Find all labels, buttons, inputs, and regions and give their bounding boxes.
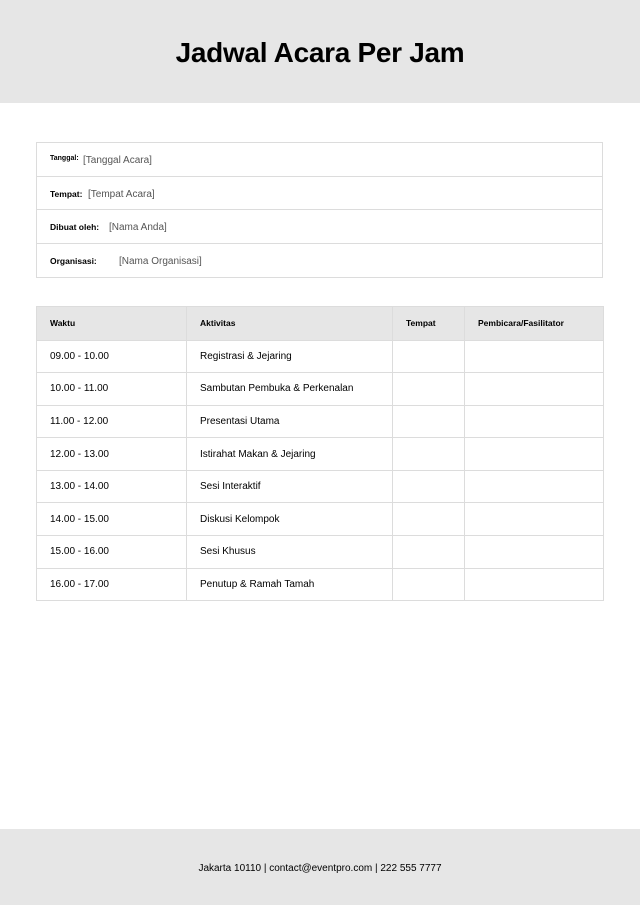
cell-speaker[interactable] [465,405,604,438]
column-header-place: Tempat [393,307,465,341]
cell-speaker[interactable] [465,503,604,536]
info-label-date: Tanggal: [50,155,79,162]
info-row-venue [37,177,602,211]
table-row [37,373,604,406]
info-row-author [37,210,602,244]
event-info-box [36,142,603,278]
cell-place[interactable] [393,438,465,471]
info-value-venue[interactable]: [Tempat Acara] [88,188,155,200]
info-value-date[interactable]: [Tanggal Acara] [83,155,152,166]
cell-place[interactable] [393,373,465,406]
cell-time: 16.00 - 17.00 [37,568,187,601]
cell-activity: Presentasi Utama [187,405,393,438]
cell-time: 14.00 - 15.00 [37,503,187,536]
cell-speaker[interactable] [465,438,604,471]
cell-place[interactable] [393,536,465,569]
column-header-speaker: Pembicara/Fasilitator [465,307,604,341]
table-row [37,340,604,373]
page-header [0,0,640,103]
cell-time: 12.00 - 13.00 [37,438,187,471]
cell-place[interactable] [393,340,465,373]
table-row [37,568,604,601]
table-row [37,470,604,503]
info-row-date [37,143,602,177]
info-label-author: Dibuat oleh: [50,222,100,232]
column-header-activity: Aktivitas [187,307,393,341]
cell-speaker[interactable] [465,568,604,601]
cell-activity: Sesi Interaktif [187,470,393,503]
cell-speaker[interactable] [465,340,604,373]
footer-contact-text: Jakarta 10110 | contact@eventpro.com | 222 555 7777 [198,862,442,874]
cell-speaker[interactable] [465,536,604,569]
cell-speaker[interactable] [465,373,604,406]
table-row [37,405,604,438]
cell-time: 15.00 - 16.00 [37,536,187,569]
info-value-organization[interactable]: [Nama Organisasi] [119,255,202,267]
info-label-organization: Organisasi: [50,255,97,266]
cell-activity: Sesi Khusus [187,536,393,569]
cell-place[interactable] [393,470,465,503]
cell-place[interactable] [393,568,465,601]
cell-activity: Diskusi Kelompok [187,503,393,536]
column-header-time: Waktu [37,307,187,341]
page-title: Jadwal Acara Per Jam [175,36,465,68]
cell-activity: Registrasi & Jejaring [187,340,393,373]
cell-speaker[interactable] [465,470,604,503]
table-row [37,438,604,471]
cell-time: 09.00 - 10.00 [37,340,187,373]
cell-place[interactable] [393,405,465,438]
page-footer [0,829,640,905]
schedule-table [36,306,604,601]
info-value-author[interactable]: [Nama Anda] [109,222,167,233]
cell-activity: Istirahat Makan & Jejaring [187,438,393,471]
info-label-venue: Tempat: [50,188,83,199]
cell-time: 11.00 - 12.00 [37,405,187,438]
cell-activity: Sambutan Pembuka & Perkenalan [187,373,393,406]
table-row [37,536,604,569]
table-row [37,503,604,536]
info-row-organization [37,244,602,278]
cell-time: 10.00 - 11.00 [37,373,187,406]
cell-activity: Penutup & Ramah Tamah [187,568,393,601]
table-header-row [37,307,604,341]
cell-place[interactable] [393,503,465,536]
cell-time: 13.00 - 14.00 [37,470,187,503]
